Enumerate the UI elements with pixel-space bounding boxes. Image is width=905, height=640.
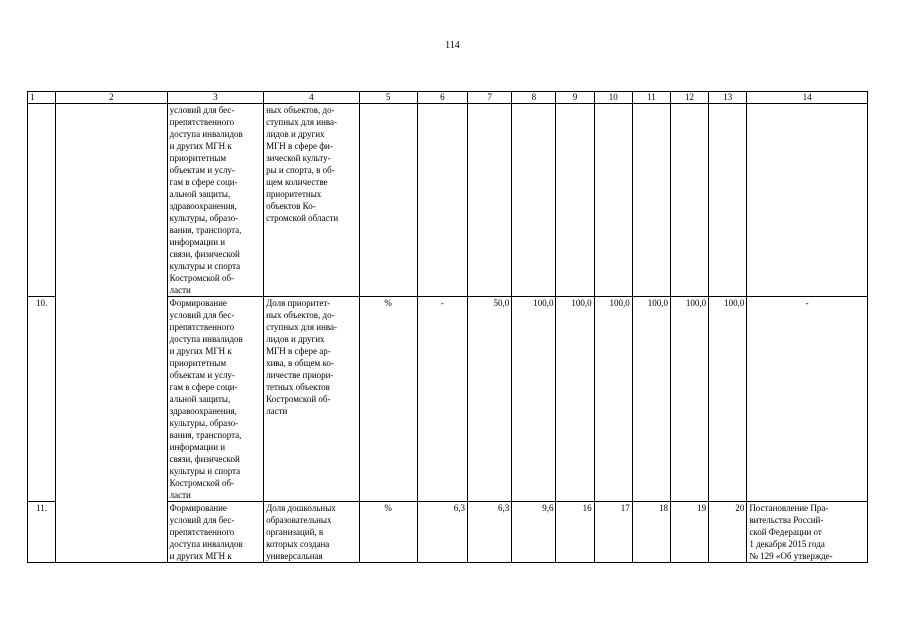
indicator-table [27, 91, 868, 563]
value-cell [709, 104, 747, 297]
value-cell [632, 104, 670, 297]
value-cell: 9,6 [512, 502, 556, 563]
cell-line: культуры, образо- [169, 213, 239, 223]
cell-line: доступа инвалидов [169, 334, 243, 344]
cell-line: ных объектов, до- [266, 105, 335, 115]
cell-line: условий для бес- [169, 105, 235, 115]
cell-line: стромской области [266, 213, 339, 223]
cell-line: ской Федерации от [749, 527, 822, 537]
cell-line: 1 декабря 2015 года [749, 539, 825, 549]
cell-line: вания, транспорта, [169, 225, 242, 235]
cell-line: МГН в сфере ар- [266, 346, 331, 356]
cell-line: МГН в сфере фи- [266, 141, 333, 151]
value-cell: 100,0 [594, 297, 632, 502]
header-cell: 11 [632, 92, 670, 104]
header-cell: 6 [417, 92, 467, 104]
cell-line: и других МГН к [169, 551, 232, 561]
cell-line: ласти [266, 406, 288, 416]
cell-line: ных объектов, до- [266, 310, 335, 320]
value-cell [468, 104, 512, 297]
table-header-row [28, 92, 868, 104]
header-cell: 5 [359, 92, 417, 104]
unit-cell: % [359, 297, 417, 502]
cell-line: личестве приори- [266, 370, 334, 380]
indicator-cell [264, 104, 359, 297]
cell-line: культуры и спорта [169, 466, 241, 476]
value-cell: 100,0 [632, 297, 670, 502]
cell-line: Костромской об- [169, 478, 235, 488]
cell-line: щем количестве [266, 177, 328, 187]
row-number: 11. [28, 502, 56, 563]
header-cell: 1 [28, 92, 56, 104]
header-cell: 12 [670, 92, 708, 104]
value-cell: 20 [709, 502, 747, 563]
row-number: 10. [28, 297, 56, 502]
cell-line: здравоохранения, [169, 406, 237, 416]
page-number: 114 [445, 40, 460, 51]
measure-cell [167, 297, 263, 502]
cell-line: информации и [169, 237, 226, 247]
cell-line: лидов и других [266, 129, 325, 139]
cell-line: Костромской об- [169, 273, 235, 283]
unit-cell: % [359, 502, 417, 563]
cell-line: информации и [169, 442, 226, 452]
row-number [28, 104, 56, 297]
cell-line: № 129 «Об утвержде- [749, 551, 833, 561]
value-cell [556, 104, 594, 297]
header-cell: 8 [512, 92, 556, 104]
cell-line: объектов Ко- [266, 201, 316, 211]
header-cell: 9 [556, 92, 594, 104]
header-cell: 10 [594, 92, 632, 104]
value-cell: 17 [594, 502, 632, 563]
cell-line: приоритетных [266, 189, 322, 199]
cell-line: здравоохранения, [169, 201, 237, 211]
cell-line: ласти [169, 285, 191, 295]
cell-line: универсальная [266, 551, 323, 561]
cell-line: которых создана [266, 539, 330, 549]
value-cell: 6,3 [417, 502, 467, 563]
cell-line: Постановление Пра- [749, 503, 829, 513]
cell-line: препятственного [169, 117, 235, 127]
value-cell: 100,0 [670, 297, 708, 502]
cell-line: и других МГН к [169, 141, 232, 151]
cell-line: гам в сфере соци- [169, 382, 238, 392]
value-cell: 16 [556, 502, 594, 563]
cell-line: препятственного [169, 322, 235, 332]
cell-line: Доля дошкольных [266, 503, 336, 513]
value-cell: 100,0 [556, 297, 594, 502]
value-cell: 6,3 [468, 502, 512, 563]
cell-line: тетных объектов [266, 382, 330, 392]
header-cell: 7 [468, 92, 512, 104]
header-cell: 2 [56, 92, 168, 104]
cell-line: ступных для инва- [266, 117, 338, 127]
cell-line: доступа инвалидов [169, 129, 243, 139]
table-row [28, 104, 868, 297]
value-cell: 50,0 [468, 297, 512, 502]
measure-cell [167, 502, 263, 563]
cell-line: гам в сфере соци- [169, 177, 238, 187]
value-cell [594, 104, 632, 297]
value-cell [417, 104, 467, 297]
cell-line: ры и спорта, в об- [266, 165, 335, 175]
cell-line: условий для бес- [169, 515, 235, 525]
cell-line: приоритетным [169, 153, 227, 163]
cell-line: вительства Россий- [749, 515, 824, 525]
basis-cell [747, 502, 868, 563]
cell-line: хива, в общем ко- [266, 358, 334, 368]
cell-line: препятственного [169, 527, 235, 537]
cell-line: Костромской об- [266, 394, 331, 404]
indicator-cell [264, 297, 359, 502]
basis-cell [747, 104, 868, 297]
cell-line: ласти [169, 490, 191, 500]
cell-line: лидов и других [266, 334, 325, 344]
cell-line: Формирование [169, 503, 227, 513]
value-cell [512, 104, 556, 297]
cell-line: зической культу- [266, 153, 331, 163]
cell-line: объектам и услу- [169, 370, 235, 380]
cell-line: культуры, образо- [169, 418, 239, 428]
cell-line: условий для бес- [169, 310, 235, 320]
cell-line: связи, физической [169, 249, 240, 259]
value-cell: 100,0 [709, 297, 747, 502]
value-cell: - [417, 297, 467, 502]
cell-line: связи, физической [169, 454, 240, 464]
value-cell: 18 [632, 502, 670, 563]
cell-line: культуры и спорта [169, 261, 241, 271]
cell-line: организаций, в [266, 527, 324, 537]
indicator-cell [264, 502, 359, 563]
header-cell: 4 [264, 92, 359, 104]
cell-line: альной защиты, [169, 394, 231, 404]
cell-line: образовательных [266, 515, 332, 525]
cell-line: приоритетным [169, 358, 227, 368]
cell-line: Доля приоритет- [266, 298, 331, 308]
value-cell: 100,0 [512, 297, 556, 502]
value-cell: 19 [670, 502, 708, 563]
cell-line: и других МГН к [169, 346, 232, 356]
cell-line: вания, транспорта, [169, 430, 242, 440]
measure-cell [167, 104, 263, 297]
cell-line: Формирование [169, 298, 227, 308]
program-cell [56, 104, 168, 563]
cell-line: альной защиты, [169, 189, 231, 199]
unit-cell [359, 104, 417, 297]
cell-line: ступных для инва- [266, 322, 338, 332]
basis-cell: - [747, 297, 868, 502]
value-cell [670, 104, 708, 297]
header-cell: 3 [167, 92, 263, 104]
cell-line: объектам и услу- [169, 165, 235, 175]
cell-line: доступа инвалидов [169, 539, 243, 549]
header-cell: 13 [709, 92, 747, 104]
header-cell: 14 [747, 92, 868, 104]
